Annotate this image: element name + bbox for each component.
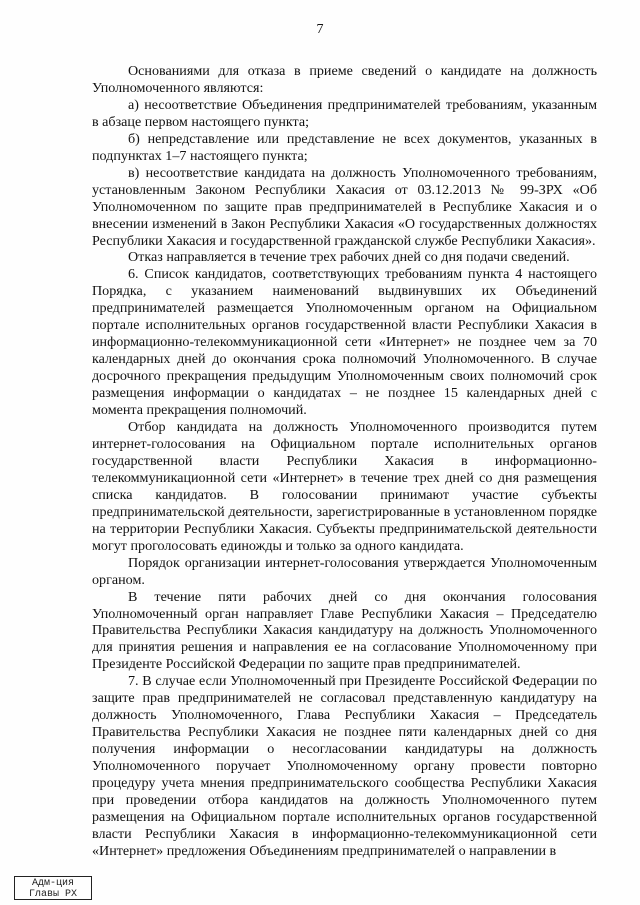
office-stamp	[14, 876, 92, 900]
paragraph-section-6: 6. Список кандидатов, соответствующих требованиям пункта 4 настоящего Порядка, с указанием наименований выдвинувших их Объединений предпринимателей размещается Уполномоченным органом на Официальном портале исполнительных органов государственной власти Республики Хакасия в информационно-телекоммуникационной сети «Интернет» не позднее чем за 70 календарных дней до окончания срока полномочий Уполномоченного. В случае досрочного прекращения предыдущим Уполномоченным своих полномочий срок размещения информации о кандидатах – не позднее 15 календарных дней с момента прекращения полномочий.	[92, 266, 597, 419]
document-body	[92, 63, 597, 860]
paragraph-item-a: а) несоответствие Объединения предпринимателей требованиям, указанным в абзаце первом настоящего пункта;	[92, 96, 597, 130]
paragraph-internet-voting: Отбор кандидата на должность Уполномоченного производится путем интернет-голосования на Официальном портале исполнительных органов государственной власти Республики Хакасия в информационно-телекоммуникационной сети «Интернет» в течение трех дней со дня размещения списка кандидатов. В голосовании принимают участие субъекты предпринимательской деятельности, зарегистрированные в установленном порядке на территории Республики Хакасия. Субъекты предпринимательской деятельности могут проголосовать единожды и только за одного кандидата.	[92, 419, 597, 554]
paragraph-grounds-for-refusal: Основаниями для отказа в приеме сведений о кандидате на должность Уполномоченного являются:	[92, 63, 597, 96]
paragraph-section-7: 7. В случае если Уполномоченный при Президенте Российской Федерации по защите прав предпринимателей не согласовал представленную кандидатуру на должность Уполномоченного, Глава Республики Хакасия – Председатель Правительства Республики Хакасия не позднее пяти календарных дней со дня получения информации о несогласовании кандидатуры на должность Уполномоченного поручает Уполномоченному органу провести повторно процедуру учета мнения предпринимательского сообщества Республики Хакасия при проведении отбора кандидатов на должность Уполномоченного путем размещения на Официальном портале исполнительных органов государственной власти Республики Хакасия в информационно-телекоммуникационной сети «Интернет» предложения Объединениям предпринимателей о направлении в	[92, 673, 597, 859]
paragraph-voting-procedure: Порядок организации интернет-голосования утверждается Уполномоченным органом.	[92, 554, 597, 588]
paragraph-candidate-submission: В течение пяти рабочих дней со дня окончания голосования Уполномоченный орган направляет Главе Республики Хакасия – Председателю Правительства Республики Хакасия кандидатуру на должность Уполномоченного для принятия решения и направления ее на согласование Уполномоченному при Президенте Российской Федерации по защите прав предпринимателей.	[92, 588, 597, 673]
paragraph-item-v: в) несоответствие кандидата на должность Уполномоченного требованиям, установленным Законом Республики Хакасия от 03.12.2013 № 99-ЗРХ «Об Уполномоченном по защите прав предпринимателей в Республике Хакасия и о внесении изменений в Закон Республики Хакасия «О государственных должностях Республики Хакасия и государственной гражданской службе Республики Хакасия».	[92, 164, 597, 249]
stamp-line-1: Адм-ция	[31, 878, 74, 889]
paragraph-refusal-deadline: Отказ направляется в течение трех рабочих дней со дня подачи сведений.	[128, 249, 570, 266]
page-number: 7	[316, 22, 324, 37]
paragraph-item-b: б) непредставление или представление не всех документов, указанных в подпунктах 1–7 настоящего пункта;	[92, 130, 597, 164]
stamp-line-2: Главы РХ	[28, 889, 77, 900]
